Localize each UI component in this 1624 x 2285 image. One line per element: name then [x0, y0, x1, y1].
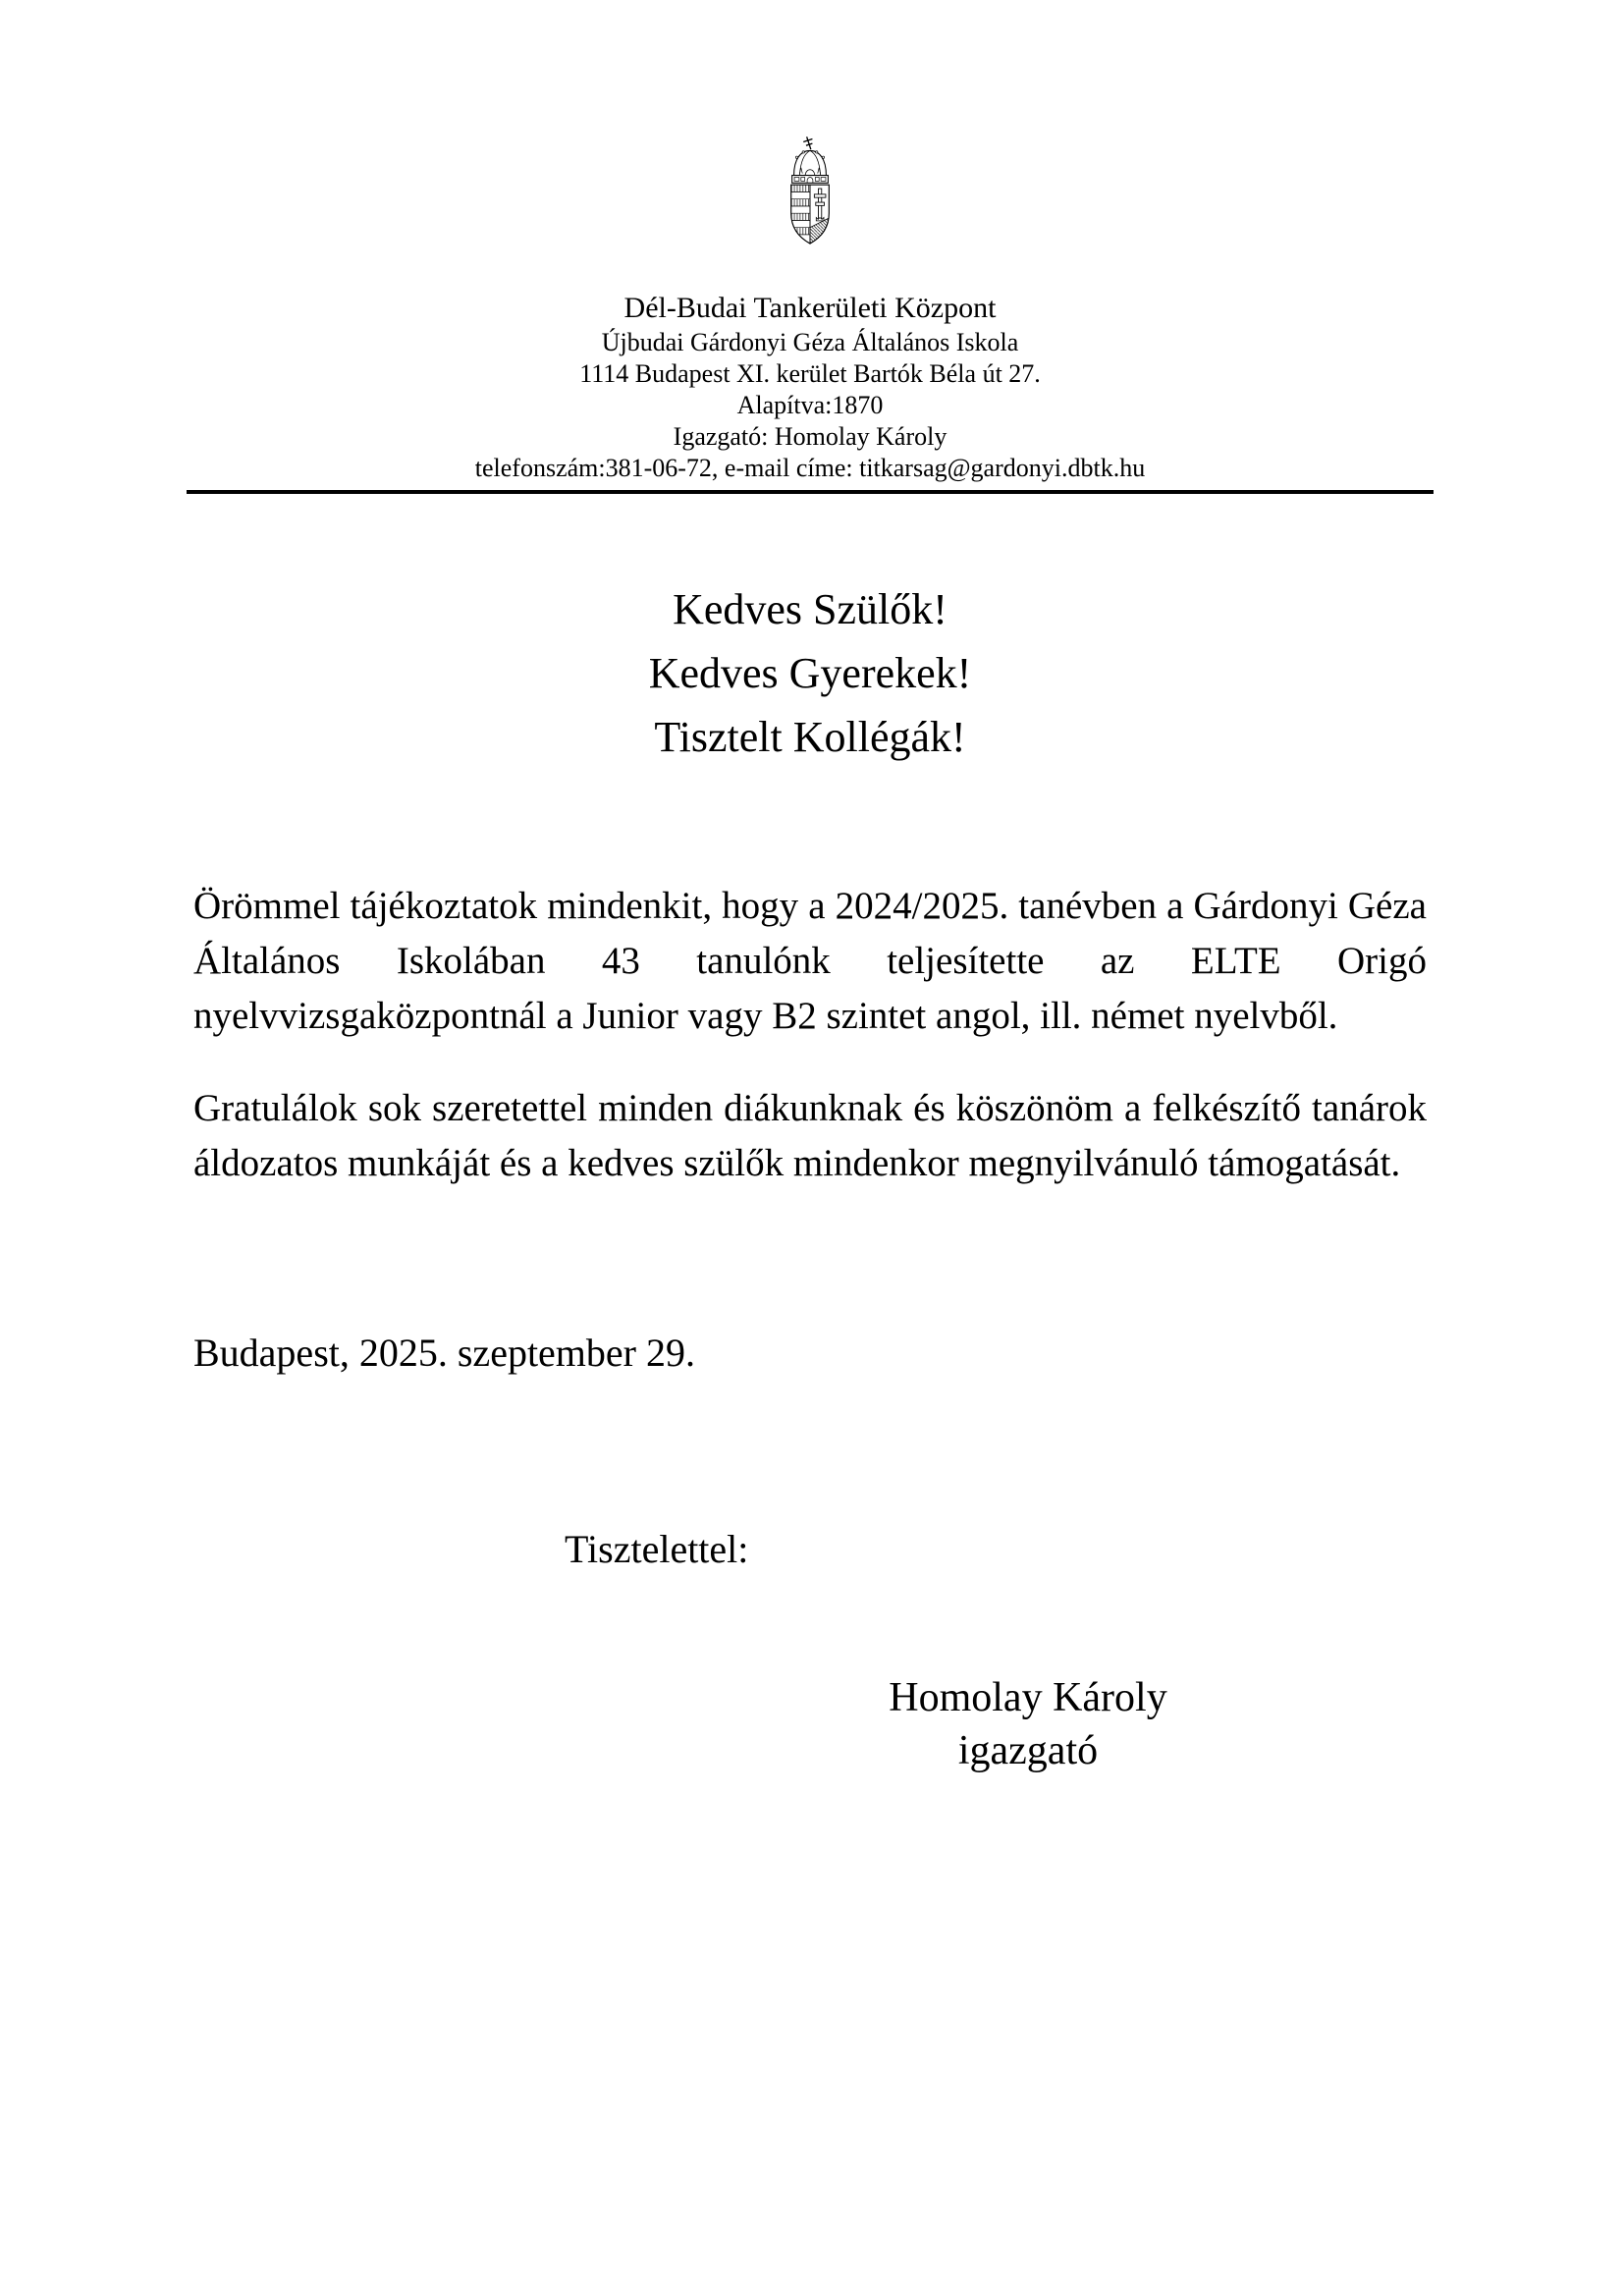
- letterhead-emblem-row: [193, 0, 1427, 250]
- salutation-line-parents: Kedves Szülők!: [673, 585, 947, 633]
- closing-line: Tisztelettel:: [565, 1527, 749, 1571]
- letterhead-contact: telefonszám:381-06-72, e-mail címe: titkarsag@gardonyi.dbtk.hu: [474, 454, 1146, 482]
- letterhead-founded: Alapítva:1870: [736, 391, 884, 419]
- signature-title: igazgató: [957, 1728, 1099, 1773]
- letterhead: [193, 290, 1427, 484]
- signature-name: Homolay Károly: [889, 1675, 1167, 1720]
- letterhead-rule: [187, 490, 1434, 494]
- letterhead-school: Újbudai Gárdonyi Géza Általános Iskola: [601, 328, 1019, 356]
- letterhead-address: 1114 Budapest XI. kerület Bartók Béla út 27.: [579, 359, 1041, 388]
- salutation-block: [193, 577, 1427, 769]
- body-paragraph-announcement: Örömmel tájékoztatok mindenkit, hogy a 2024/2025. tanévben a Gárdonyi Géza Általános Iskolában 43 tanulónk teljesítette az ELTE Origó nyelvvizsgaközpontnál a Junior vagy B2 szintet angol, ill. német nyelvből.: [193, 885, 1427, 1037]
- salutation-line-colleagues: Tisztelt Kollégák!: [654, 713, 966, 761]
- date-line: Budapest, 2025. szeptember 29.: [193, 1331, 695, 1375]
- signature-block: [773, 1671, 1283, 1777]
- salutation-line-children: Kedves Gyerekek!: [648, 649, 972, 697]
- letterhead-org: Dél-Budai Tankerületi Központ: [623, 292, 997, 324]
- body-paragraph-congratulations: Gratulálok sok szeretettel minden diákunknak és köszönöm a felkészítő tanárok áldozatos munkáját és a kedves szülők mindenkor megnyilvánuló támogatását.: [193, 1087, 1427, 1184]
- hungarian-coat-of-arms-icon: [782, 136, 839, 245]
- letterhead-director: Igazgató: Homolay Károly: [673, 422, 947, 451]
